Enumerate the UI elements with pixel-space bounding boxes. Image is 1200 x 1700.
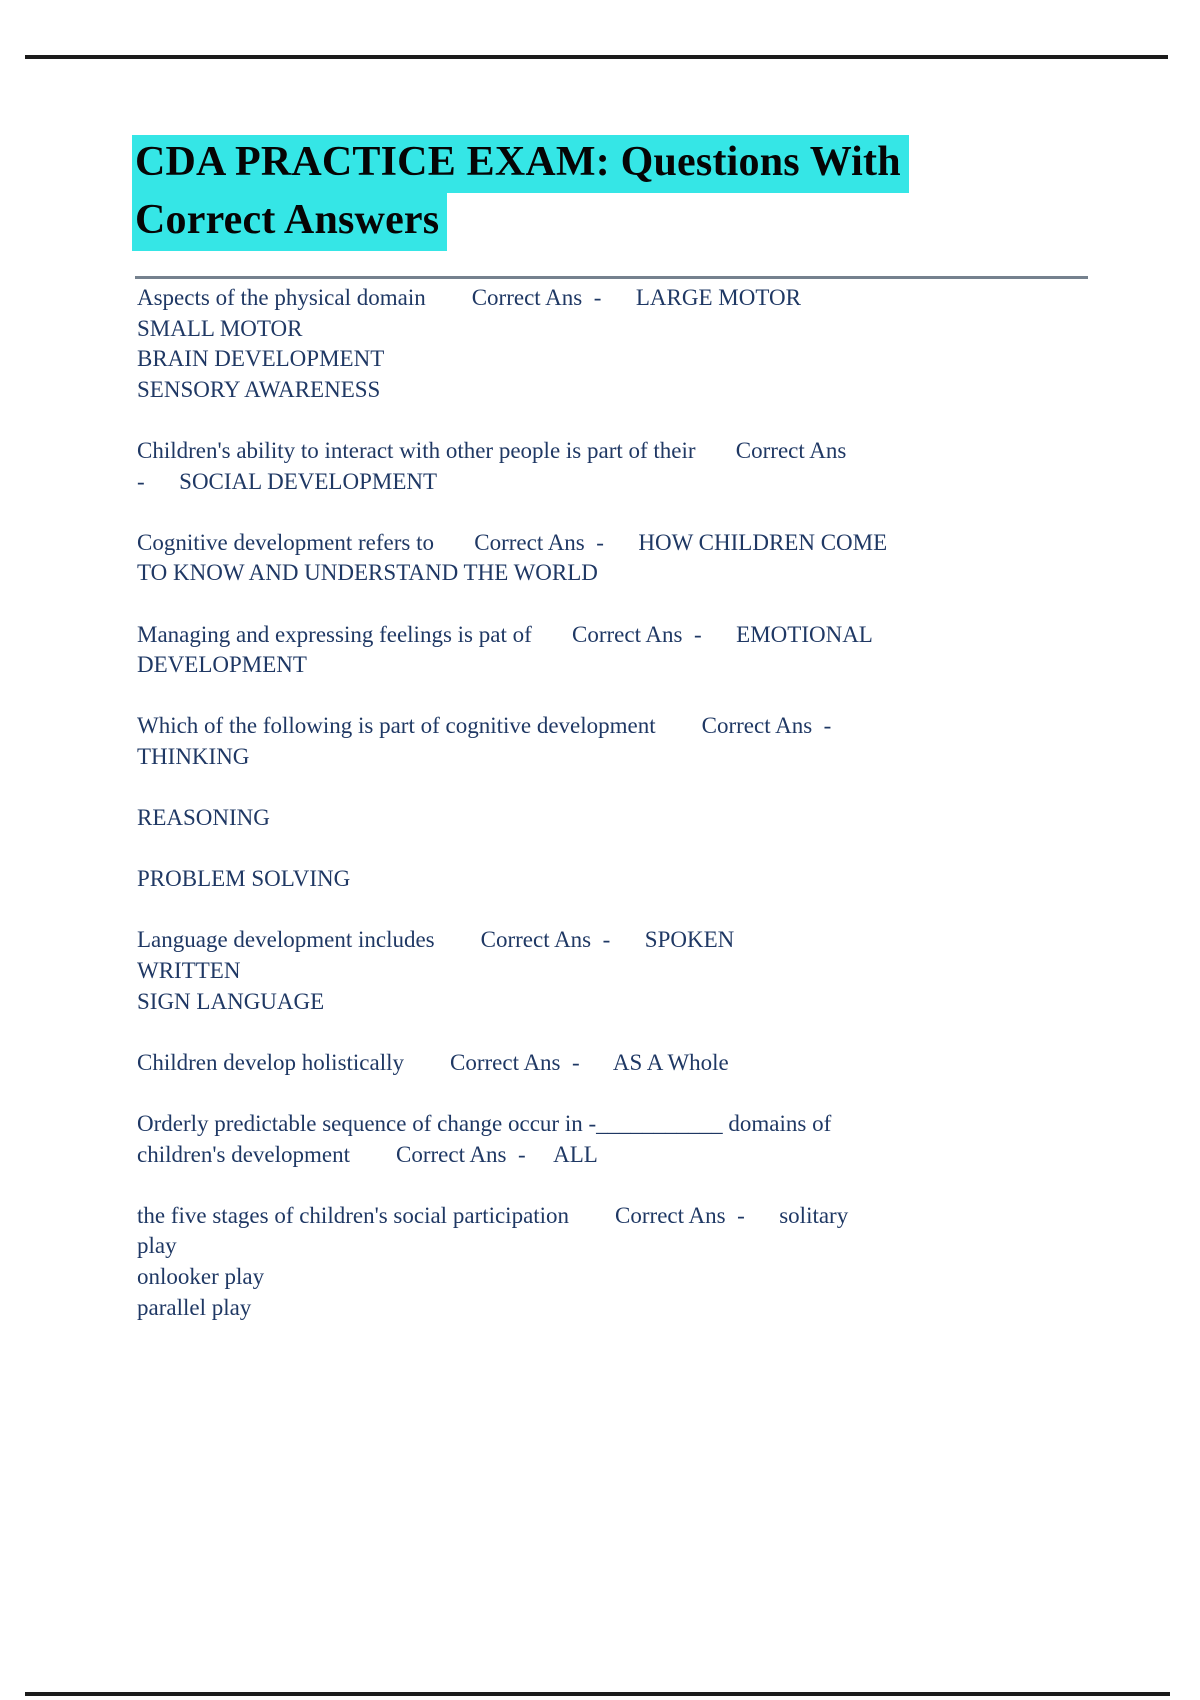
text-line: play (137, 1233, 177, 1259)
page-title (135, 133, 1135, 249)
text-line: Language development includes Correct Ans - SPOKEN (137, 927, 735, 953)
text-line (137, 834, 1147, 865)
text-line (137, 405, 1147, 436)
text-line: Orderly predictable sequence of change occur in -___________ domains of (137, 1111, 832, 1137)
text-line: parallel play (137, 1294, 252, 1320)
text-line: BRAIN DEVELOPMENT (137, 346, 385, 372)
bottom-horizontal-rule (25, 1692, 1170, 1696)
page-title-line-2 (135, 191, 1135, 249)
text-line: Managing and expressing feelings is pat of Correct Ans - EMOTIONAL (137, 621, 873, 647)
highlighted-title-text-2: Correct Answers (132, 193, 447, 251)
document-body (137, 283, 1147, 1323)
text-line: Aspects of the physical domain Correct Ans - LARGE MOTOR (137, 285, 801, 310)
text-line: children's development Correct Ans - ALL (137, 1141, 598, 1167)
text-line: Children develop holistically Correct Ans - AS A Whole (137, 1049, 729, 1075)
text-line (137, 1170, 1147, 1201)
highlighted-title-text-1: CDA PRACTICE EXAM: Questions With (132, 135, 909, 193)
text-line: SENSORY AWARENESS (137, 376, 381, 402)
page-title-line-1 (135, 133, 1135, 191)
text-line: PROBLEM SOLVING (137, 866, 351, 892)
text-line: DEVELOPMENT (137, 652, 307, 678)
text-line: the five stages of children's social participation Correct Ans - solitary (137, 1202, 849, 1228)
text-line: Cognitive development refers to Correct Ans - HOW CHILDREN COME (137, 529, 888, 555)
text-line (137, 681, 1147, 712)
text-line: THINKING (137, 743, 250, 769)
text-line: REASONING (137, 805, 270, 831)
text-line (137, 773, 1147, 804)
text-line: WRITTEN (137, 958, 241, 984)
text-line (137, 497, 1147, 528)
text-line: - SOCIAL DEVELOPMENT (137, 468, 438, 494)
top-horizontal-rule (25, 55, 1168, 59)
text-line (137, 589, 1147, 620)
text-line: TO KNOW AND UNDERSTAND THE WORLD (137, 560, 598, 586)
title-underline-rule (135, 276, 1088, 279)
text-line: Children's ability to interact with other people is part of their Correct Ans (137, 437, 847, 463)
text-line: SMALL MOTOR (137, 315, 303, 341)
text-line (137, 1017, 1147, 1048)
text-line: SIGN LANGUAGE (137, 988, 325, 1014)
text-line (137, 1078, 1147, 1109)
text-line: Which of the following is part of cognitive development Correct Ans - (137, 713, 832, 739)
text-line (137, 895, 1147, 926)
text-line: onlooker play (137, 1264, 265, 1289)
